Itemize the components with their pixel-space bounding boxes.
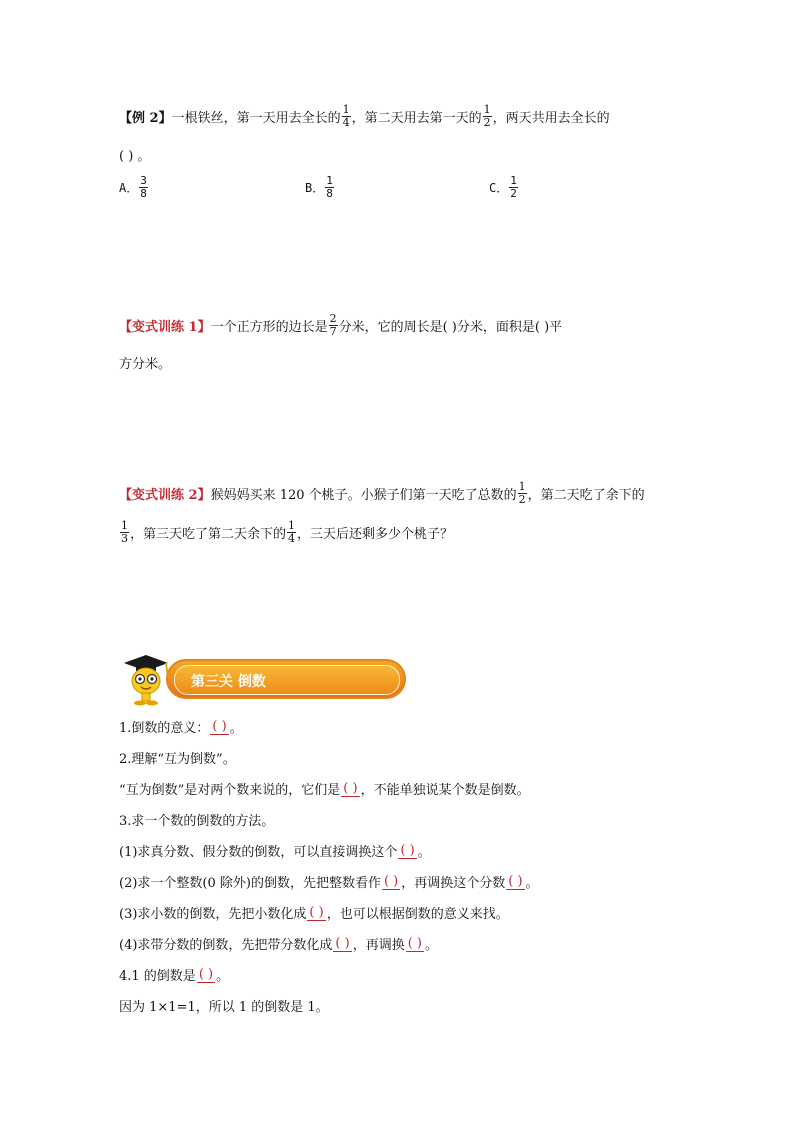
blank-3-1: ( ) — [400, 842, 415, 858]
blank-3-2b: ( ) — [508, 873, 523, 889]
blank-3-3: ( ) — [309, 904, 324, 920]
item-2: 2.理解“互为倒数”。 — [119, 752, 236, 767]
blank-2a: ( ) — [343, 780, 358, 796]
item-3-sub-2: (2)求一个整数(0 除外)的倒数，先把整数看作 ( ) ，再调换这个分数 ( ) 。 — [119, 873, 539, 891]
item-4-explanation: 因为 1×1=1，所以 1 的倒数是 1。 — [119, 1000, 329, 1015]
option-b: B． $\frac{1}{8}$ — [305, 174, 333, 200]
variant-1-line-1 — [119, 313, 562, 338]
variant-1-text-1: 一个正方形的边长是 — [210, 320, 328, 335]
fraction-two-sevenths: $\frac{2}{7}$ — [329, 312, 337, 338]
variant-1-line-2: 方分米。 — [119, 357, 172, 372]
fraction-one-quarter: $\frac{1}{4}$ — [342, 103, 350, 129]
item-3: 3.求一个数的倒数的方法。 — [119, 814, 275, 829]
example-2-tag: 【例 2】 — [119, 111, 172, 126]
example-2-line-1 — [119, 104, 610, 129]
item-3-sub-4: (4)求带分数的倒数，先把带分数化成 ( ) ，再调换 ( ) 。 — [119, 935, 439, 953]
variant-2-text-4: ，三天后还剩多少个桃子？ — [297, 527, 454, 542]
fraction-one-half-2: $\frac{1}{2}$ — [518, 480, 526, 506]
item-1: 1.倒数的意义： ( ) 。 — [119, 718, 243, 736]
item-2a: “互为倒数”是对两个数来说的，它们是 ( ) ，不能单独说某个数是倒数。 — [119, 780, 530, 798]
section-3-banner — [118, 651, 408, 707]
variant-2-line-2 — [119, 520, 453, 545]
variant-2-tag: 【变式训练 2】 — [119, 488, 211, 503]
blank-3-4b: ( ) — [407, 935, 422, 951]
fraction-one-third: $\frac{1}{3}$ — [121, 519, 128, 545]
option-c: C． $\frac{1}{2}$ — [489, 174, 517, 200]
section-3-title: 第三关 倒数 — [191, 674, 266, 690]
item-4: 4.1 的倒数是 ( ) 。 — [119, 966, 230, 984]
example-2-line-2: ( ) 。 — [119, 149, 151, 164]
variant-2-text-1: 猴妈妈买来 120 个桃子。小猴子们第一天吃了总数的 — [210, 488, 517, 503]
fraction-one-half: $\frac{1}{2}$ — [483, 103, 491, 129]
fraction-one-quarter-2: $\frac{1}{4}$ — [288, 519, 296, 545]
option-a: A． $\frac{3}{8}$ — [119, 174, 147, 200]
blank-3-2a: ( ) — [383, 873, 399, 889]
variant-1-text-2: 分米，它的周长是( )分米，面积是( )平 — [338, 320, 563, 335]
variant-2-text-2: ，第二天吃了余下的 — [527, 488, 645, 503]
item-3-sub-1: (1)求真分数、假分数的倒数，可以直接调换这个 ( ) 。 — [119, 842, 431, 860]
item-3-sub-3: (3)求小数的倒数，先把小数化成 ( ) ，也可以根据倒数的意义来找。 — [119, 904, 509, 922]
blank-1: ( ) — [212, 718, 227, 734]
variant-1-tag: 【变式训练 1】 — [119, 320, 211, 335]
blank-4: ( ) — [198, 966, 214, 982]
example-2-text-2: ，第二天用去第一天的 — [351, 111, 482, 126]
variant-2-text-3: ，第三天吃了第二天余下的 — [130, 527, 287, 542]
example-2-text-1: 一根铁丝，第一天用去全长的 — [171, 111, 341, 126]
blank-3-4a: ( ) — [335, 935, 350, 951]
variant-2-line-1 — [119, 481, 645, 506]
example-2-text-3: ，两天共用去全长的 — [492, 111, 610, 126]
